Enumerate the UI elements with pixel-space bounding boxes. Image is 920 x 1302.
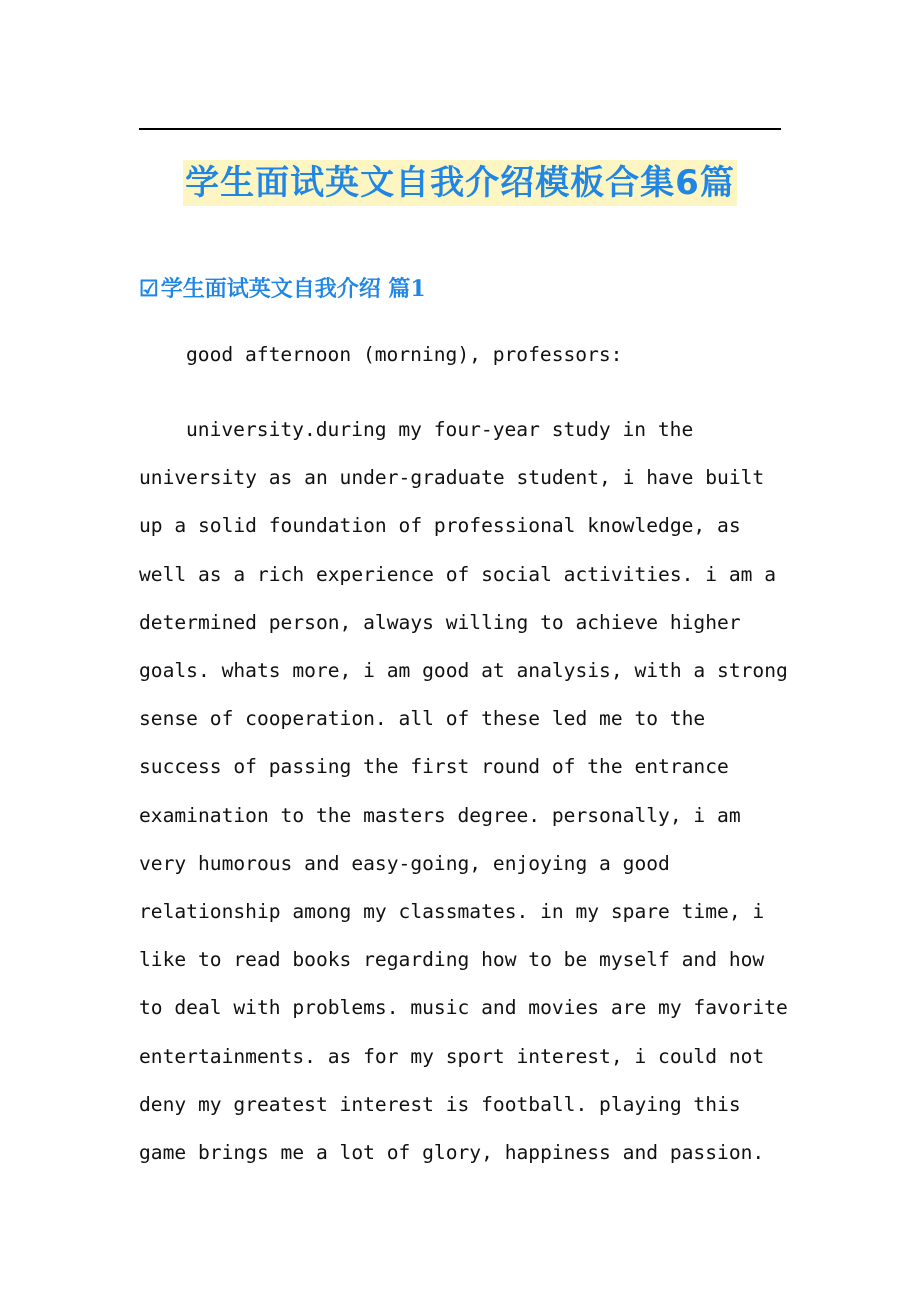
body-line: to deal with problems. music and movies are my favorite [139,996,788,1020]
body-line: determined person, always willing to achieve higher [139,610,741,634]
body-line: success of passing the first round of the entrance [139,755,729,779]
body-line: like to read books regarding how to be myself and how [139,948,765,972]
header-rule [139,128,781,130]
body-line: well as a rich experience of social activities. i am a [139,562,777,586]
section-heading-text: 学生面试英文自我介绍 篇1 [160,276,426,302]
body-line: deny my greatest interest is football. playing this [139,1092,741,1116]
body-line: very humorous and easy-going, enjoying a good [139,851,670,875]
greeting-paragraph: good afternoon (morning), professors: [186,343,623,366]
body-line: relationship among my classmates. in my spare time, i [139,900,765,924]
body-line: sense of cooperation. all of these led me to the [139,707,706,731]
body-line: university.during my four-year study in the [186,418,694,441]
document-title: 学生面试英文自我介绍模板合集6篇 [183,160,737,206]
body-paragraph [139,406,799,1177]
checkbox-checked-icon: ☑ [139,276,159,302]
title-container [0,160,920,206]
body-line: examination to the masters degree. personally, i am [139,803,741,827]
section-heading [139,272,426,306]
body-line: up a solid foundation of professional knowledge, as [139,514,741,538]
body-line: goals. whats more, i am good at analysis, with a strong [139,659,788,683]
body-line: entertainments. as for my sport interest, i could not [139,1044,765,1068]
body-line: game brings me a lot of glory, happiness and passion. [139,1141,765,1165]
body-line: university as an under-graduate student, i have built [139,466,765,490]
